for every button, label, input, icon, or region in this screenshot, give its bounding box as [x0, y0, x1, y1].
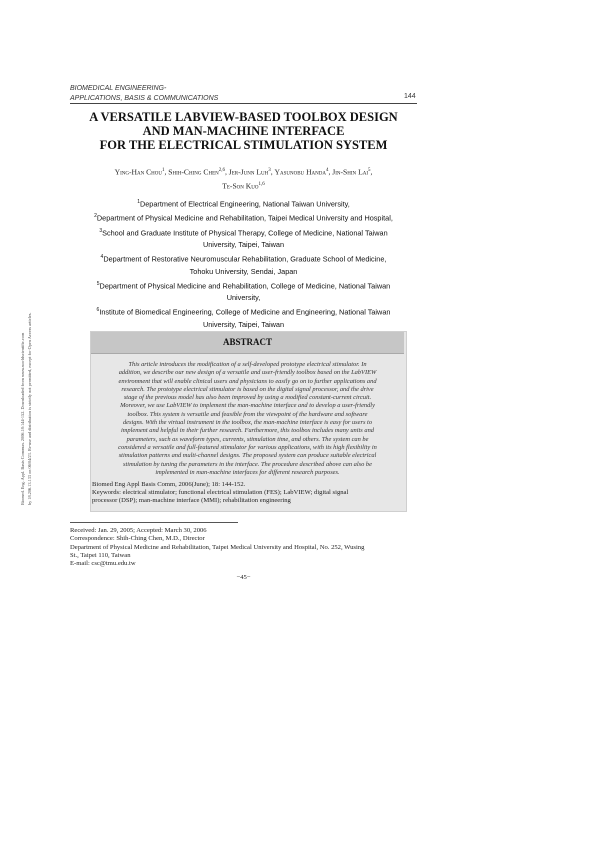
author-affiliation-mark: 4 [326, 168, 329, 173]
abstract-heading: ABSTRACT [91, 332, 404, 354]
affiliation-text: Department of Electrical Engineering, National Taiwan University, [139, 199, 350, 209]
author-affiliation-mark: 5 [367, 168, 371, 173]
affiliation-mark: 6 [96, 307, 100, 314]
affiliation-text: Department of Physical Medicine and Rehabilitation, Taipei Medical University and Hospital, [96, 213, 393, 223]
page-number: 144 [404, 93, 416, 100]
affiliation-continuation: Tohoku University, Sendai, Japan [189, 266, 298, 276]
author-affiliation-mark: 1 [162, 168, 165, 173]
abstract-line: implement and helpful in their further research. Furthermore, this toolbox includes many units and [121, 427, 374, 435]
affiliation-mark: 4 [100, 254, 104, 261]
title-line: FOR THE ELECTRICAL STIMULATION SYSTEM [99, 138, 388, 152]
author-affiliation-mark: 3 [268, 168, 271, 173]
journal-name-line1: BIOMEDICAL ENGINEERING- [70, 85, 167, 92]
affiliation-item [70, 225, 417, 239]
author-name: Jin-Shin Lai [332, 167, 368, 177]
citation: Biomed Eng Appl Basis Comm, 2006(June); 18: 144-152. [92, 481, 246, 488]
abstract-line: stimulation by tuning the parameters in the interface. The procedure described above can also be [123, 460, 372, 468]
author-name: Ying-Han Chou [114, 167, 162, 177]
affiliation-item [70, 210, 417, 224]
correspondence-email: E-mail: csc@tmu.edu.tw [70, 560, 136, 568]
header-divider [70, 103, 417, 104]
affiliation-mark: 3 [99, 227, 103, 234]
abstract-line: research. The prototype electrical stimulator is based on the digital signal processor, and the drive [121, 385, 374, 393]
author-affiliation-mark: 2,6 [218, 168, 225, 173]
received-date: Received: Jan. 29, 2005; Accepted: March 30, 2006 [70, 527, 207, 534]
abstract-line: toolbox. This system is versatile and feasible from the viewpoint of the hardware and software [127, 410, 368, 418]
author-name: Yasunobu Handa [274, 167, 326, 177]
correspondence-address: Department of Physical Medicine and Rehabilitation, Taipei Medical University and Hospital, No. 252, Wusing [70, 543, 365, 551]
author-list: Ying-Han Chou$^1$, Shih-Ching Chen$^{2,6}$, Jer-Junn Luh$^3$, Yasunobu Handa$^4$, Jin-Shin Lai$^5$, Te-Son Kuo$^{1,6}$ [114, 167, 373, 191]
affiliation-text: Institute of Biomedical Engineering, College of Medicine and Engineering, National Taiwan [99, 307, 391, 317]
abstract-line: implemented in man-machine interfaces for different research purposes. [155, 468, 340, 476]
affiliation-list [70, 196, 417, 331]
affiliation-continuation: University, Taipei, Taiwan [202, 240, 285, 250]
affiliation-item [70, 196, 417, 210]
title-line: A VERSATILE LABVIEW-BASED TOOLBOX DESIGN [89, 110, 398, 124]
abstract-line: stimulation patterns and multi-channel designs. The proposed system can produce suitable electrical [118, 452, 377, 460]
download-notice [19, 205, 33, 505]
author-name: Shih-Ching Chen [168, 167, 219, 177]
journal-header [70, 84, 420, 104]
abstract-line: addition, we describe our new design of a versatile and user-friendly toolbox based on the LabVIEW [118, 369, 377, 377]
abstract-line: parameters, such as waveform types, currents, stimulation time, and others. The system can be [126, 435, 369, 443]
page-footer-number: −45− [236, 574, 251, 581]
download-notice-line: Biomed. Eng. Appl. Basis Commun. 2006.18:144-152. Downloaded from www.worldscientific.com [20, 332, 25, 505]
footnote-divider [70, 522, 238, 523]
abstract-line: designs. With the virtual instrument in the toolbox, the man-machine interface is easy for users to [122, 419, 373, 427]
affiliation-item [70, 304, 417, 318]
journal-name-line2: APPLICATIONS, BASIS & COMMUNICATIONS [70, 95, 219, 102]
article-title [70, 110, 417, 152]
affiliation-item [70, 251, 417, 265]
affiliation-continuation: University, [226, 293, 261, 303]
affiliation-mark: 1 [137, 199, 140, 205]
abstract-body [92, 361, 403, 477]
correspondence: Correspondence: Shih-Ching Chen, M.D., Director [70, 535, 205, 543]
download-notice-line: by 18.206.13.133 on 06/04/23. Re-use and distribution is strictly not permitted, except for Open Access articles. [27, 312, 32, 505]
affiliation-text: School and Graduate Institute of Physical Therapy, College of Medicine, National Taiwan [102, 228, 388, 238]
affiliation-item [70, 278, 417, 292]
author-name: Te-Son Kuo [222, 181, 259, 191]
affiliation-mark: 5 [96, 280, 100, 287]
author-affiliation-mark: 1,6 [258, 181, 265, 187]
abstract-line: stage of the previous model has also been improved by using a modified constant-current circuit. [123, 394, 372, 402]
abstract-line: Moreover, we use LabVIEW to implement the man-machine interface and to develop a user-friendly [120, 402, 375, 410]
correspondence-address: St., Taipei 110, Taiwan [70, 551, 131, 559]
author-name: Jer-Junn Luh [228, 167, 269, 177]
affiliation-text: Department of Physical Medicine and Rehabilitation, College of Medicine, National Taiwan [99, 281, 391, 291]
affiliation-continuation: University, Taipei, Taiwan [202, 319, 285, 329]
title-line: AND MAN-MACHINE INTERFACE [142, 124, 345, 138]
abstract-meta [92, 481, 403, 506]
keywords-line: Keywords: electrical stimulator; functional electrical stimulation (FES); LabVIEW; digital signal [92, 489, 349, 497]
affiliation-mark: 2 [94, 213, 97, 220]
affiliation-text: Department of Restorative Neuromuscular Rehabilitation, Graduate School of Medicine, [103, 254, 387, 264]
abstract-line: environment that will enable clinical users and physicians to easily go on to further applications and [118, 377, 377, 385]
footnotes [70, 527, 420, 568]
abstract-line: considered a versatile and full-featured stimulator for various applications, with its high flexibility in [118, 443, 377, 451]
abstract-line: This article introduces the modification of a self-developed prototype electrical stimulator. In [128, 361, 367, 368]
keywords-line: processor (DSP); man-machine interface (MMI); rehabilitation engineering [92, 497, 291, 505]
